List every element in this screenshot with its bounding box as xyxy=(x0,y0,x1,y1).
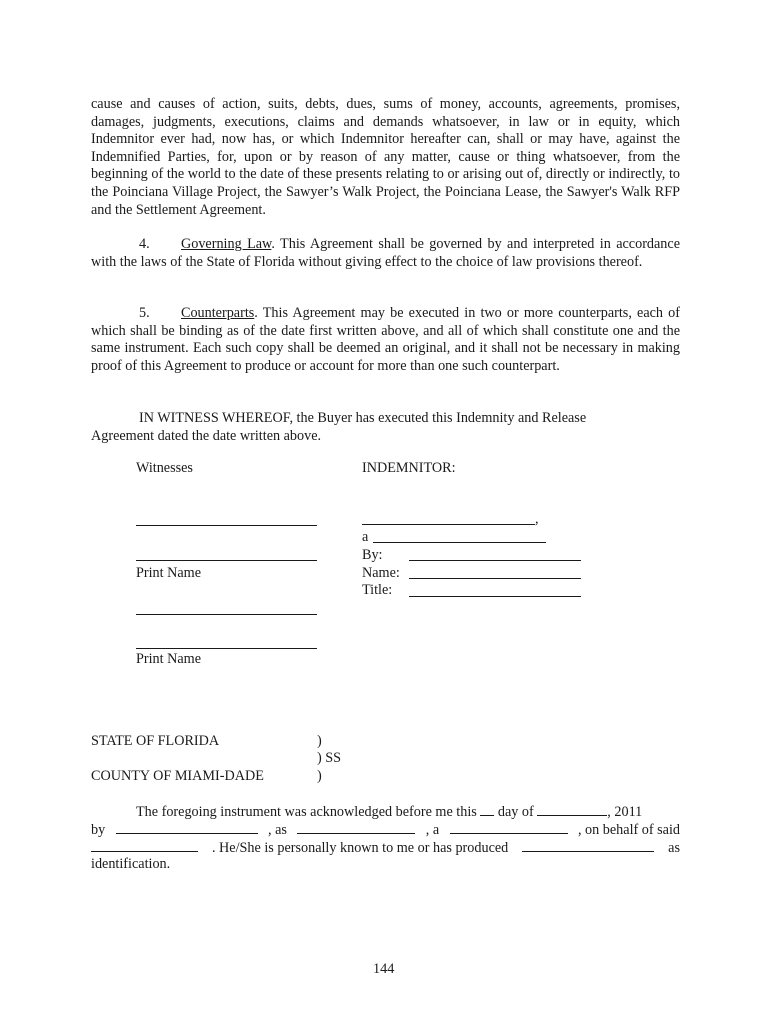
witness-signature-line-2[interactable] xyxy=(136,614,317,615)
county-label: COUNTY OF MIAMI-DADE xyxy=(91,768,264,784)
title-line[interactable] xyxy=(409,596,581,597)
section-heading: Counterparts xyxy=(181,305,255,321)
identification-blank[interactable] xyxy=(522,838,654,852)
section-number: 5. xyxy=(139,305,150,321)
state-label: STATE OF FLORIDA xyxy=(91,733,220,749)
entity-type-blank[interactable] xyxy=(450,820,568,834)
by-signature-line[interactable] xyxy=(409,560,581,561)
entity-type-line[interactable] xyxy=(373,542,546,543)
witness-clause: IN WITNESS WHEREOF, the Buyer has executed this Indemnity and Release Agreement dated the date written above. xyxy=(91,410,587,444)
comma: , xyxy=(535,511,539,527)
entity-name-blank[interactable] xyxy=(91,838,198,852)
paragraph-release-continuation: cause and causes of action, suits, debts, dues, sums of money, accounts, agreements, promises, damages, judgments, executions, claims and demands whatsoever, in law or in equity, which Indemnitor ever had, now has, or which Indemnitor hereafter can, shall or may have, against the Indemnified Parties, for, upon or by reason of any matter, cause or thing whatsoever, from the beginning of the world to the date of these presents relating to or arising out of, directly or indirectly, to the Poinciana Village Project, the Sawyer’s Walk Project, the Poinciana Lease, the Sawyer's Walk RFP and the Settlement Agreement. xyxy=(91,96,680,218)
signer-name-blank[interactable] xyxy=(116,820,258,834)
section-number: 4. xyxy=(139,236,150,252)
section-counterparts xyxy=(91,305,680,375)
witnesses-label: Witnesses xyxy=(136,460,193,476)
page-number: 144 xyxy=(373,961,395,977)
section-text: . This Agreement shall be governed by and interpreted in accordance with the laws of the State of Florida without giving effect to the choice of law provisions thereof. xyxy=(91,236,680,270)
day-blank[interactable] xyxy=(480,802,494,816)
name-label: Name: xyxy=(362,565,400,581)
print-name-label-2: Print Name xyxy=(136,651,202,667)
signer-title-blank[interactable] xyxy=(297,820,415,834)
name-line[interactable] xyxy=(409,578,581,579)
section-text: . This Agreement may be executed in two or more counterparts, each of which shall be binding as of the date first written above, and all of which shall constitute one and the same instrument. Each such copy shall be deemed an original, and it shall not be necessary in making proof of this Agreement to produce or account for more than one such counterpart. xyxy=(91,305,680,374)
month-blank[interactable] xyxy=(537,802,607,816)
witness-print-name-line-1[interactable] xyxy=(136,560,317,561)
section-heading: Governing Law xyxy=(181,236,272,252)
acknowledgment-line-2: by , as , a , on behalf of said xyxy=(91,822,680,838)
title-label: Title: xyxy=(362,582,393,598)
acknowledgment-line-1: The foregoing instrument was acknowledged before me this day of , 2011 xyxy=(136,804,643,820)
indemnitor-name-line[interactable] xyxy=(362,524,535,525)
identification-text: identification. xyxy=(91,856,171,872)
witness-signature-line-1[interactable] xyxy=(136,525,317,526)
indemnitor-label: INDEMNITOR: xyxy=(362,460,456,476)
witness-print-name-line-2[interactable] xyxy=(136,648,317,649)
print-name-label-1: Print Name xyxy=(136,565,202,581)
by-label: By: xyxy=(362,547,383,563)
paren-1: ) xyxy=(317,733,322,749)
acknowledgment-line-3: . He/She is personally known to me or has produced as xyxy=(91,838,680,857)
paren-ss: ) SS xyxy=(317,750,342,766)
section-governing-law xyxy=(91,236,680,271)
paren-2: ) xyxy=(317,768,322,784)
a-label: a xyxy=(362,529,369,545)
